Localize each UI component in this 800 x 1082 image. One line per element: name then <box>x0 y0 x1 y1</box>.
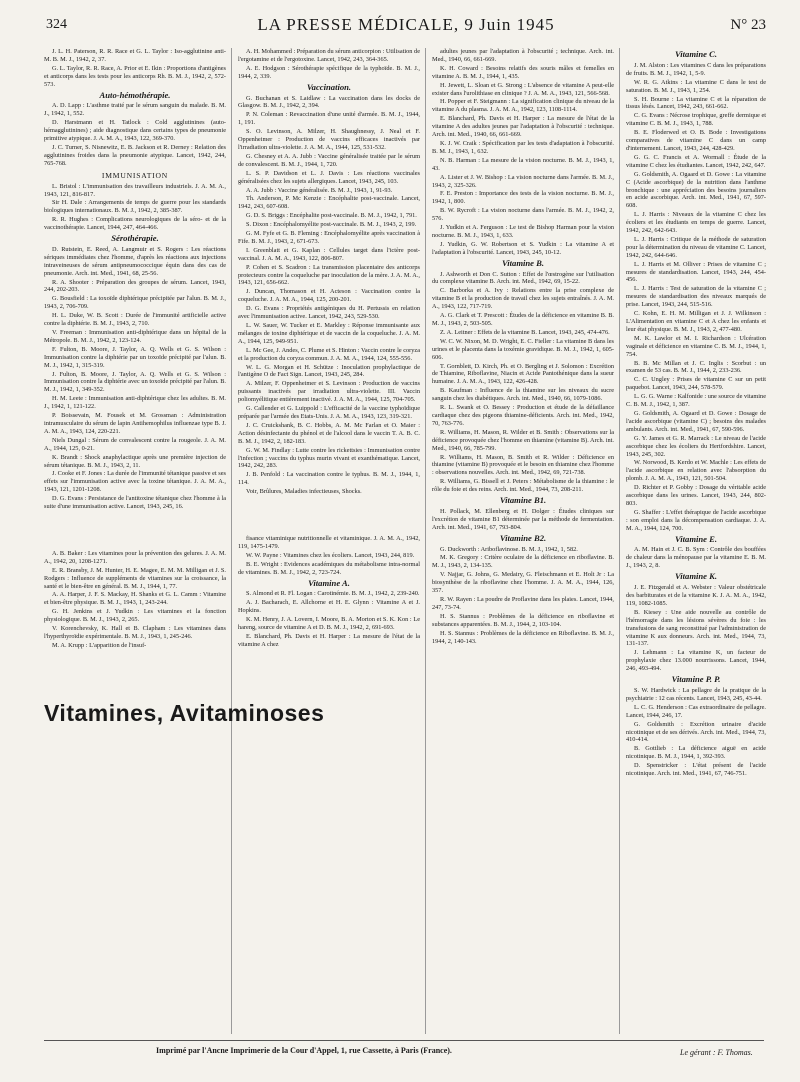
reference-entry: G. D. S. Briggs : Encéphalite post-vaccinale. B. M. J., 1942, 1, 791. <box>246 212 417 220</box>
reference-entry: B. B. Mc Millan et J. C. Inglis : Scorbut : un examen de 53 cas. B. M. J., 1944, 2, 233-236. <box>626 359 766 375</box>
reference-entry: G. Goldsmith : Excrétion urinaire d'acide nicotinique et de ses dérivés. Arch. int. Med., 1944, 73, 410-414. <box>626 720 766 744</box>
reference-entry: H. S. Stannus : Problèmes de la déficience en Riboflavine. B. M. J., 1944, 2, 140-143. <box>432 629 614 645</box>
reference-entry: E. Blanchard, Ph. Davis et H. Harper : La mesure de l'état de la vitamine A des adultes jeunes par l'adaptation à l'obscurité : technique. Arch. int. Med., 1940, 66, 661-669. <box>432 115 614 139</box>
reference-entry: A. G. Clark et T. Prescott : Études de la déficience en vitamine B. B. M. J., 1943, 2, 503-505. <box>432 312 614 327</box>
reference-entry: R. A. Shooter : Préparation des groupes de sérum. Lancet, 1943, 244, 202-203. <box>44 278 226 294</box>
reference-entry: S. Dixon : Encéphalomyélite post-vaccinale. B. M. J., 1943, 2, 199. <box>246 221 417 229</box>
issue-number: N° 23 <box>730 16 766 33</box>
reference-entry: B. W. Rycroft : La vision nocturne dans l'armée. B. M. J., 1942, 2, 576. <box>432 207 614 223</box>
reference-entry: D. Spenstricker : L'état présent de l'acide nicotinique. Arch. int. Med., 1941, 67, 746-751. <box>626 762 766 778</box>
reference-entry: J. Ashworth et Don C. Sutton : Effet de l'œstrogène sur l'utilisation du complexe vitamine B. Arch. int. Med., 1942, 69, 15-22. <box>432 270 614 286</box>
reference-entry: Voir, Brûlures, Maladies infectieuses, Shocks. <box>246 488 362 496</box>
reference-entry: J. C. Turner, S. Nisnewitz, E. B. Jackson et R. Derney : Relation des agglutinines froides dans la pneumonie atypique. Lancet, 1942, 244, 765-768. <box>44 143 226 167</box>
column-divider <box>231 48 232 1034</box>
reference-entry: D. Harstmann et H. Tatlock : Cold agglutinines (auto-hémagglutinines) ; aide diagnostique dans certains types de pneumonie primitive atypique. J. A. M. A., 1943, 122, 369-370. <box>44 119 226 143</box>
reference-entry: G. Chesney et A. A. Jubb : Vaccine généralisée traitée par le sérum de convalescent. B. M. J., 1944, 1, 720. <box>238 152 420 168</box>
reference-entry: D. G. Evans : Propriétés antigéniques du H. Pertussis en relation avec l'immunisation active. Lancet, 1942, 243, 529-530. <box>238 305 420 321</box>
reference-entry: W. W. Payne : Vitamines chez les écoliers. Lancet, 1943, 244, 819. <box>246 551 415 559</box>
reference-entry: H. L. Duke, W. B. Scott : Durée de l'immunité artificielle active contre la diphtérie. B. M. J., 1943, 2, 710. <box>44 312 226 328</box>
reference-entry: A. Lister et J. W. Bishop : La vision nocturne dans l'armée. B. M. J., 1943, 2, 325-326. <box>432 173 614 189</box>
reference-entry: Th. Anderson, P. Mc Kenzie : Encéphalite post-vaccinale. Lancet, 1942, 243, 607-608. <box>238 195 420 211</box>
reference-entry: S. O. Levinson, A. Milzer, H. Shaughnessy, J. Neal et F. Oppenheimer : Production de vaccins efficaces inactivés par l'irradiation ultra-violette. J. A. M. A., 1944, 125, 531-532. <box>238 128 420 151</box>
journal-title: LA PRESSE MÉDICALE, 9 Juin 1945 <box>257 15 555 34</box>
text-column-4 <box>626 48 766 1038</box>
reference-entry: A. B. Baker : Les vitamines pour la prévention des gelures. J. A. M. A., 1942, 20, 1208-1271. <box>44 549 226 565</box>
reference-entry: A. H. Mohammed : Préparation du sérum anticorpion : Utilisation de l'ergotamine et de l'ergotoxine. Lancet, 1942, 243, 364-365. <box>238 48 420 63</box>
reference-entry: G. Goldsmith, A. Ogaard et D. Gowe : Dosage de l'acide ascorbique (vitamine C) ; besoins des malades ambulants. Arch. int. Med., 1941, 67, 590-596. <box>626 409 766 433</box>
reference-entry: F. E. Preston : Importance des tests de la vision nocturne. B. M. J., 1942, 1, 800. <box>432 190 614 206</box>
reference-entry: G. M. Fyfe et G. B. Fleming : Encéphalomyélite après vaccination à Fife. B. M. J., 1943, 2, 671-673. <box>238 230 420 245</box>
reference-entry: G. Bousfield : La toxoïde diphtérique précipitée par l'alun. B. M. J., 1943, 2, 706-709. <box>44 295 226 311</box>
reference-entry: F. Fulton, B. Moore, J. Taylor, A. Q. Wells et G. S. Wilson : Immunisation contre la diphtérie par un toxoïde précipité par l'alun. B. M. J., 1942, 1, 315-319. <box>44 345 226 369</box>
reference-entry: J. Lehmann : La vitamine K, un facteur de prophylaxie chez 13.000 nourrissons. Lancet, 1944, 246, 493-494. <box>626 649 766 673</box>
reference-entry: J. Yudkin et A. Ferguson : Le test de Bishop Harman pour la vision nocturne. B. M. J., 1943, 1, 633. <box>432 224 614 239</box>
reference-entry: E. R. Bransby, J. M. Hunter, H. E. Magee, E. M. M. Milligan et J. S. Rodgers : Influence de suppléments de vitamines sur la croissance, la santé et le bien-être en général. B. M. J., 1944, 1, 77. <box>44 566 226 590</box>
reference-entry: L. W. Sauer, W. Tucker et E. Markley : Réponse immunisante aux mélanges de toxine diphtérique et de vaccin de la coqueluche. J. A. M. A., 1944, 125, 949-951. <box>238 322 420 345</box>
reference-entry: J. M. Alston : Les vitamines C dans les préparations de fruits. B. M. J., 1942, 1, 5-9. <box>626 61 766 77</box>
reference-entry: J. B. Penfold : La vaccination contre le typhus. B. M. J., 1944, 1, 114. <box>238 471 420 487</box>
reference-entry: R. W. Rayen : La poudre de Proflavine dans les plaies. Lancet, 1944, 247, 73-74. <box>432 596 614 611</box>
reference-entry: J. C. Cruickshank, B. C. Hobbs, A. M. Mc Farlan et O. Maier : Action désinfectante du phénol et de l'alcool dans le vaccin T. A. B. C. B. M. J., 1942, 2, 182-183. <box>238 421 420 445</box>
reference-entry: B. E. Floderwed et O. B. Bode : Investigations comparatives de vitamine C dans un camp d'internement. Lancet, 1943, 244, 428-429. <box>626 129 766 152</box>
page-number: 324 <box>46 17 67 32</box>
column-divider <box>425 48 426 1034</box>
reference-entry: D. G. Evans : Persistance de l'antitoxine tétanique chez l'homme à la suite d'une immunisation active. Lancet, 1943, 245, 16. <box>44 495 226 511</box>
printer-imprint: Imprimé par l'Ancne Imprimerie de la Cour d'Appel, 1, rue Cassette, à Paris (France). <box>156 1046 452 1055</box>
reference-entry: A. A. Harper, J. F. S. Mackay, H. Shanks et G. L. Camm : Vitamine et bien-être physique. B. M. J., 1943, 1, 243-244. <box>44 591 226 607</box>
reference-entry: G. Goldsmith, A. Ogaard et D. Gowe : La vitamine C (Acide ascorbique) de la nutrition dans l'anthme bronchique : une appréciation des besoins journaliers en acide ascorbique. Arch. int. Med., 1941, 67, 597-608. <box>626 170 766 210</box>
section-spacer <box>238 497 420 535</box>
reference-entry: G. Y. James et G. R. Marrack : Le niveau de l'acide ascorbique chez les écoliers du Hertfordshire. Lancet, 1943, 245, 302. <box>626 434 766 458</box>
reference-entry: D. Rutstein, E. Reed, A. Langmuir et S. Rogers : Les réactions sériques immédiates chez l'homme, d'après les réactions aux injections intraveineuses de sérum antipneumococcique équin dans des cas de pneumonie. Arch. int. Med., 1941, 68, 25-56. <box>44 245 226 277</box>
reference-entry: L. C. G. Henderson : Cas extraordinaire de pellagre. Lancet, 1944, 246, 17. <box>626 703 766 719</box>
reference-entry: G. G. C. Francis et A. Wormall : Étude de la vitamine C chez les étudiantes. Lancet, 1942, 242, 647. <box>626 153 766 169</box>
reference-entry: M. A. Krupp : L'apparition de l'insuf- <box>52 641 147 649</box>
subsection-heading: Sérothérapie. <box>111 233 159 244</box>
reference-entry: L. J. Harris : Niveaux de la vitamine C chez les écoliers et les étudiants en temps de guerre. Lancet, 1942, 242, 642-643. <box>626 211 766 235</box>
subsection-heading: Vitamine B. <box>501 257 545 268</box>
reference-entry: W. L. G. Morgan et H. Schütze : Inoculation prophylactique de l'antigène O de Fact Sign. Lancet, 1943, 245, 284. <box>238 363 420 379</box>
reference-entry: N. B. Harman : La mesure de la vision nocturne. B. M. J., 1943, 1, 43. <box>432 156 614 172</box>
reference-entry: A. Milzer, F. Oppenheimer et S. Levinson : Production de vaccins puissants inactivés par irradiation ultra-violette. III. Vaccin poliomyélitique entièrement inactivé. J. A. M. A., 1944, 125, 704-705. <box>238 380 420 404</box>
reference-entry: H. M. Leete : Immunisation anti-diphtérique chez les adultes. B. M. J., 1942, 1, 121-122. <box>44 395 226 411</box>
reference-entry: Z. A. Leitner : Effets de la vitamine B. Lancet, 1943, 245, 474-476. <box>440 328 610 336</box>
reference-entry: L. G. G. Warne : Kalfonide : une source de vitamine C. B. M. J., 1942, 1, 387. <box>626 393 766 409</box>
column-divider <box>619 48 620 1034</box>
reference-entry: H. Pollack, M. Ellenberg et H. Dolger : Études cliniques sur l'excrétion de vitamine B1 déterminée par la méthode de fermentation. Arch. int. Med., 1941, 67, 793-804. <box>432 507 614 531</box>
reference-entry: S. W. Hardwick : La pellagre de la pratique de la psychiatrie : 12 cas récents. Lancet, 1943, 245, 43-44. <box>626 686 766 702</box>
subsection-heading: Vitamine C. <box>674 49 718 59</box>
reference-entry: A. M. Hain et J. C. B. Sym : Contrôle des bouffées de chaleur dans la ménopause par la vitamine E. B. M. J., 1943, 2, 8. <box>626 546 766 570</box>
reference-entry: B. Gottlieb : La déficience aiguë en acide nicotinique. B. M. J., 1944, 1, 392-393. <box>626 745 766 761</box>
reference-entry: G. Buchanan et S. Laidlaw : La vaccination dans les docks de Glasgow. B. M. J., 1942, 2, 394. <box>238 94 420 110</box>
reference-entry: G. Callender et G. Luippold : L'efficacité de la vaccine typhoïdique préparée par l'armée des Etats-Unis. J. A. M. A., 1943, 123, 319-321. <box>238 405 420 420</box>
reference-entry: B. Kaufman : Influence de la thiamine sur les niveaux du sucre sanguin chez les diabétiques. Arch. int. Med., 1940, 66, 1079-1086. <box>432 387 614 403</box>
reference-entry: G. Duckworth : Ariboflavinose. B. M. J., 1942, 1, 582. <box>440 545 578 553</box>
reference-entry: Sir H. Dale : Arrangements de temps de guerre pour les standards biologiques internationaux. B. M. J., 1942, 2, 385-387. <box>44 199 226 215</box>
reference-entry: C. Barborka et A. Ivy : Relations entre la prise complexe de vitamine B et la production de travail chez les sujets entraînés. J. A. M. A., 1943, 122, 717-719. <box>432 287 614 311</box>
reference-entry: fisance vitaminique nutritionnelle et vitaminique. J. A. M. A., 1942, 119, 1475-1479. <box>238 535 420 550</box>
reference-entry: V. Korenchevsky, K. Hall et B. Clapham : Les vitamines dans l'hyperthyroïdie expérimentale. B. M. J., 1943, 1, 245-246. <box>44 625 226 640</box>
reference-entry: adultes jeunes par l'adaptation à l'obscurité ; technique. Arch. int. Med., 1940, 66, 661-669. <box>432 48 614 63</box>
reference-entry: W. C. W. Nixon, M. D. Wright, E. C. Fieller : La vitamine B dans les urines et le placenta dans la toxémie gravidique. B. M. J., 1942, 1, 605-606. <box>432 337 614 361</box>
reference-entry: G. L. Taylor, R. R. Race, A. Prior et E. Ikin : Proportions d'antigènes et anticorps dans les tests pour les anticorps Rh. B. M. J., 1942, 2, 572-573. <box>44 64 226 88</box>
subsection-heading: Vitamine E. <box>674 533 718 544</box>
reference-entry: G. Shaffer : L'effet thérapique de l'acide ascorbique : son emploi dans la décompensation cardiaque. J. A. M. A., 1944, 124, 700. <box>626 508 766 532</box>
reference-entry: G. W. M. Findlay : Lutte contre les rickettsies : Immunisation contre l'infection ; vaccins du typhus murin vivant et exanthématique. Lancet, 1942, 242, 283. <box>238 446 420 470</box>
reference-entry: J. E. Fitzgerald et A. Webster : Valeur obstétricale des barbiturates et de la vitamine K. J. A. M. A., 1942, 119, 1082-1085. <box>626 584 766 607</box>
reference-entry: V. Freeman : Immunisation anti-diphtérique dans un hôpital de la Métropole. B. M. J., 1942, 2, 123-124. <box>44 329 226 344</box>
gerant-line: Le gérant : F. Thomas. <box>680 1048 753 1057</box>
reference-entry: J. Duncan, Thomason et H. Acteson : Vaccination contre la coqueluche. J. A. M. A., 1944, 125, 200-201. <box>238 288 420 304</box>
reference-entry: A. A. Jubb : Vaccine généralisée. B. M. J., 1943, 1, 91-93. <box>246 186 393 194</box>
footer-divider <box>44 1040 764 1041</box>
reference-entry: K. J. W. Craik : Spécification par les tests d'adaptation à l'obscurité. B. M. J., 1943, 1, 632. <box>432 139 614 155</box>
reference-entry: L. J. Harris : Test de saturation de la vitamine C ; mesures de standardisation des niveaux marqués de prise. Lancet, 1943, 244, 515-516. <box>626 285 766 309</box>
reference-entry: V. Najjar, G. Johns, G. Medairy, G. Fleischmann et E. Holt Jr : La biosynthèse de la riboflavine chez l'homme. J. A. M. A., 1944, 126, 357. <box>432 571 614 595</box>
reference-entry: A. D. Lapp : L'asthme traité par le sérum sanguin du malade. B. M. J., 1942, 1, 552. <box>44 102 226 118</box>
section-heading: IMMUNISATION <box>101 170 169 180</box>
reference-entry: J. Cooke et F. Jones : La durée de l'immunité tétanique passive et ses effets sur l'immunisation active avec la toxine tétanique. J. A. M. A., 1943, 121, 1201-1208. <box>44 470 226 494</box>
text-column-2 <box>238 48 420 1038</box>
reference-entry: B. Kiesey : Une aide nouvelle au contrôle de l'hémorragie dans les lésions sévères du foie : les transfusions de sang reconstitué par l'administration de vitamine K aux donneurs. Arch. int. Med., 1944, 73, 131-137. <box>626 608 766 648</box>
reference-entry: J. Fulton, B. Moore, J. Taylor, A. Q. Wells et G. S. Wilson : Immunisation contre la diphtérie avec un toxoïde précipité par l'alun. B. M. J., 1942, 1, 349-352. <box>44 370 226 394</box>
reference-entry: K. H. Coward : Besoins relatifs des souris mâles et femelles en vitamine A. B. M. J., 1944, 1, 435. <box>432 64 614 80</box>
reference-entry: P. Cohen et S. Scadron : La transmission placentaire des anticorps protecteurs contre la coqueluche par inoculation de la mère. J. A. M. A., 1943, 121, 656-662. <box>238 263 420 287</box>
reference-entry: M. K. Lawlor et M. I. Richardson : Ulcération vaginale et déficience en vitamine C. B. M. J., 1944, 1, 754. <box>626 334 766 358</box>
reference-entry: H. Jewett, L. Sloan et G. Strong : L'absence de vitamine A peut-elle exister dans l'urolithiase en clinique ? J. A. M. A., 1943, 121, 566-568. <box>432 81 614 97</box>
subsection-heading: Vitamine P. P. <box>671 674 721 685</box>
reference-entry: C. C. Ungley : Prises de vitamine C sur un petit paquebot. Lancet, 1943, 244, 578-579. <box>626 376 766 392</box>
reference-entry: A. J. Bacharach, E. Allchorne et H. E. Glynn : Vitamine A et J. Hopkins. <box>238 599 420 615</box>
reference-entry: W. R. G. Atkins : La vitamine C dans le test de saturation. B. M. J., 1943, 1, 254. <box>626 78 766 94</box>
reference-entry: H. S. Stannus : Problèmes de la déficience en riboflavine et substances apparentées. B. M. J., 1944, 2, 103-104. <box>432 612 614 628</box>
reference-entry: K. M. Henry, J. A. Lovern, I. Moore, B. A. Morton et S. K. Kon : Le hareng, source de vitamine A et D. B. M. J., 1942, 2, 691-693. <box>238 616 420 632</box>
reference-entry: R. Williams, H. Mason, B. Smith et R. Wilder : Déficience en thiamine (vitamine B) provoquée et le besoin en thiamine chez l'homme : observations nouvelles. Arch. int. Med., 1942, 69, 721-738. <box>432 453 614 477</box>
text-column-3 <box>432 48 614 1038</box>
reference-entry: D. Richter et P. Gobby : Dosage du véritable acide ascorbique dans les urines. Lancet, 1943, 244, 802-803. <box>626 484 766 507</box>
reference-entry: B. E. Wright : Evidences académiques du métabolisme intra-normal de vitamines. B. M. J., 1942, 2, 723-724. <box>238 560 420 576</box>
reference-entry: J. Yudkin, G. W. Robertson et S. Yudkin : La vitamine A et l'adaptation à l'obscurité. Lancet, 1943, 245, 10-12. <box>432 240 614 256</box>
subsection-heading: Auto-hémothérapie. <box>99 89 171 100</box>
reference-entry: T. Gornblett, D. Kirch, Ph. et O. Bergling et J. Solomon : Excrétion de Thiamine, Riboflavine, Niacin et Acide Pantothénique dans la sueur humaine. J. A. M. A., 1943, 122, 426-428. <box>432 362 614 386</box>
reference-entry: C. G. Evans : Nécrose trophique, greffe dermique et vitamine C. B. M. J., 1943, 1, 788. <box>626 112 766 128</box>
subsection-heading: Vitamine K. <box>674 571 718 582</box>
reference-entry: C. Kohn, E. H. M. Milligan et J. J. Wilkinson : L'Alimentation en vitamine C et A chez les enfants et leur état physique. B. M. J., 1943, 2, 477-480. <box>626 310 766 333</box>
subsection-heading: Vitamine A. <box>308 577 350 588</box>
reference-entry: L. J. Harris : Critique de la méthode de saturation pour la détermination du niveau de vitamine C. Lancet, 1942, 242, 644-646. <box>626 235 766 259</box>
subsection-heading: Vaccination. <box>306 81 352 92</box>
reference-entry: P. Boissevain, M. Fousek et M. Grossman : Administration intramusculaire du sérum de lapin Antihemophilus influenzae type B. J. A. M. A., 1943, 124, 220-221. <box>44 412 226 435</box>
reference-entry: P. N. Coleman : Revaccination d'une unité d'armée. B. M. J., 1944, 1, 191. <box>238 111 420 127</box>
reference-entry: E. Blanchard, Ph. Davis et H. Harper : La mesure de l'état de la vitamine A chez <box>238 633 420 648</box>
reference-entry: G. H. Jenkins et J. Yudkin : Les vitamines et la fonction physiologique. B. M. J., 1943, 2, 265. <box>44 608 226 624</box>
reference-entry: J. L. H. Paterson, R. R. Race et G. L. Taylor : Iso-agglutinine anti-M. B. M. J., 1942, 2, 37. <box>44 48 226 63</box>
reference-entry: K. Brandt : Shock anaphylactique après une première injection de sérum tétanique. B. M. J., 1943, 2, 11. <box>44 453 226 469</box>
reference-entry: L. Mc Gee, J. Andes, C. Plume et S. Hinton : Vaccin contre le coryza et la production du coryza commun. J. A. M. A., 1944, 124, 555-556. <box>238 346 420 362</box>
reference-entry: Niels Dungal : Sérum de convalescent contre la rougeole. J. A. M. A., 1944, 125, 0-21. <box>44 436 226 452</box>
subsection-heading: Vitamine B2. <box>499 532 547 543</box>
reference-entry: R. Williams, G. Bissell et J. Peters : Métabolisme de la thiamine : le rôle du foie et des reins. Arch. int. Med., 1944, 73, 208-211. <box>432 478 614 494</box>
reference-entry: L. Bristol : L'immunisation des travailleurs industriels. J. A. M. A., 1943, 121, 816-817. <box>44 182 226 198</box>
reference-entry: A. E. Hodgson : Sérothérapie spécifique de la typhoïde. B. M. J., 1944, 2, 339. <box>238 64 420 80</box>
text-column-1 <box>44 48 226 1038</box>
reference-entry: L. S. P. Davidson et L. J. Davis : Les réactions vaccinales généralisées chez les sujets allergiques. Lancet, 1943, 245, 103. <box>238 169 420 185</box>
reference-entry: H. Popper et F. Steigmann : La signification clinique du niveau de la vitamine A du plasma. J. A. M. A., 1942, 123, 1108-1114. <box>432 98 614 114</box>
reference-entry: R. Williams, H. Mason, R. Wilder et B. Smith : Observations sur la déficience provoquée chez l'homme en thiamine (vitamine B). Arch. int. Med., 1940, 66, 785-799. <box>432 428 614 452</box>
section-title: Vitamines, Avitaminoses <box>44 700 325 726</box>
reference-entry: S. H. Bourne : La vitamine C et la réparation de tissus lésés. Lancet, 1942, 243, 661-662. <box>626 95 766 111</box>
reference-entry: I. Greenblatt et G. Kaplan : Cellules target dans l'ictère post-vaccinal. J. A. M. A., 1943, 122, 806-807. <box>238 246 420 262</box>
reference-entry: R. L. Swank et O. Bessey : Production et étude de la défaillance cardiaque chez des pigeons thiamine-déficients. Arch. int. Med., 1942, 70, 763-776. <box>432 404 614 427</box>
section-spacer <box>44 512 226 550</box>
reference-entry: L. J. Harris et M. Olliver : Prises de vitamine C ; mesures de standardisation. Lancet, 1943, 244, 454-456. <box>626 260 766 284</box>
reference-entry: M. K. Gregory : Critère oculaire de la déficience en riboflavine. B. M. J., 1943, 2, 134-135. <box>432 554 614 570</box>
subsection-heading: Vitamine B1. <box>499 495 547 506</box>
reference-entry: S. Almond et R. Fl. Logan : Carotinémie. B. M. J., 1942, 2, 239-240. <box>246 590 420 598</box>
reference-entry: W. Norwood, B. Kerdo et W. Machle : Les effets de l'acide ascorbique en relation avec l'absorption du plomb. J. A. M. A., 1943, 121, 501-504. <box>626 459 766 483</box>
reference-entry: R. R. Hughes : Complications neurologiques de la séro- et de la vaccinothérapie. Lancet, 1944, 247, 464-466. <box>44 216 226 232</box>
page-header <box>46 8 766 42</box>
